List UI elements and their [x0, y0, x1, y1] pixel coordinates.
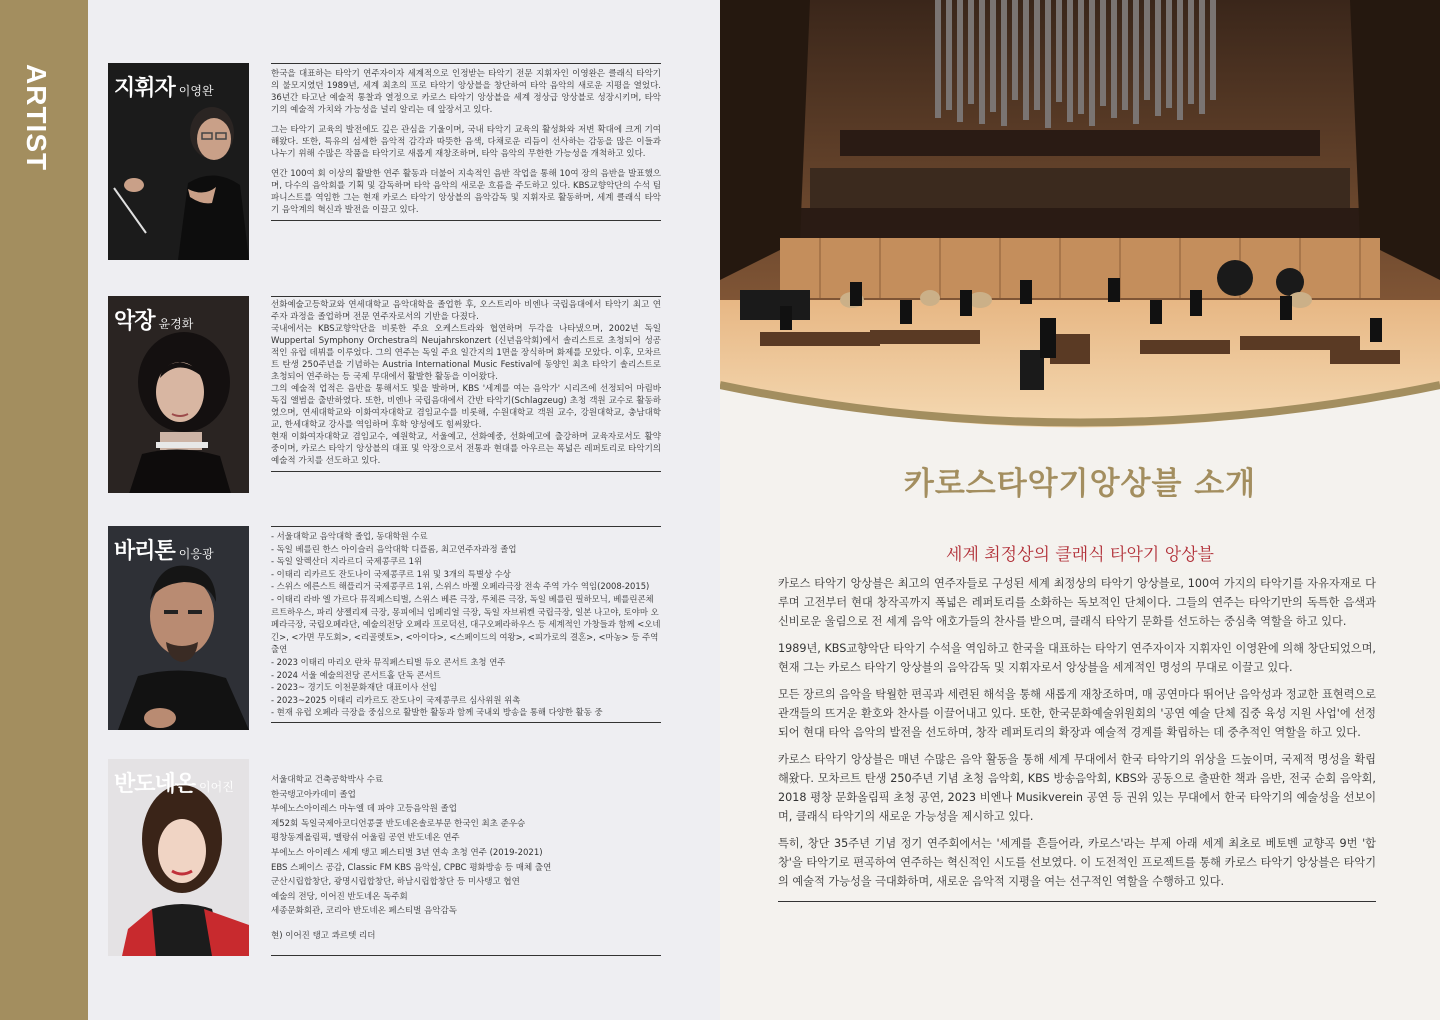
bio-paragraph: 현재 이화여자대학교 겸임교수, 예원학교, 서울예고, 선화예중, 선화예고에 출강하며 교육자로서도 활약 중이며, 카로스 타악기 앙상블의 대표 및 악장으로서 전통과 현대를 아우르는 폭넓은 레퍼토리로 타악기의 예술적 가치를 선도하고 있다. [271, 432, 661, 466]
list-item: - 현재 유럽 오페라 극장을 중심으로 활발한 활동과 함께 국내외 방송을 통해 다양한 활동 중 [271, 707, 603, 718]
career-line: 예술의 전당, 이어진 반도네온 독주회 [271, 891, 408, 902]
artist-role: 바리톤 이응광 [114, 539, 214, 564]
list-item: - 이태리 리카르도 잔도나이 국제콩쿠르 1위 및 3개의 특별상 수상 [271, 568, 511, 579]
list-item: - 서울대학교 음악대학 졸업, 동대학원 수료 [271, 531, 428, 541]
artist-bio [271, 759, 661, 956]
career-footer: 현) 이어진 탱고 콰르텟 리더 [271, 930, 376, 941]
career-line: 한국탱고아카데미 졸업 [271, 789, 356, 800]
baritone-portrait [108, 526, 249, 730]
ensemble-title: 카로스타악기앙상블 소개 [903, 466, 1257, 502]
artist-name: 이어진 [199, 780, 234, 794]
list-item: - 스위스 에른스트 해플리거 국제콩쿠르 1위, 스위스 바젤 오페라극장 전속 주역 가수 역임(2008-2015) [271, 581, 650, 592]
intro-paragraph: 1989년, KBS교향악단 타악기 수석을 역임하고 한국을 대표하는 타악기 연주자이자 지휘자인 이영완에 의해 창단되었으며, 현재 그는 카로스 타악기 앙상블의 음악감독 및 지휘자로서 앙상블을 세계적인 명성의 무대로 이끌고 있다. [778, 642, 1376, 674]
concert-hall-graphic [720, 0, 1440, 440]
ensemble-intro [778, 574, 1376, 902]
ensemble-subtitle: 세계 최정상의 클래식 타악기 앙상블 [946, 545, 1214, 565]
intro-paragraph: 카로스 타악기 앙상블은 최고의 연주자들로 구성된 세계 최정상의 타악기 앙상블로, 100여 가지의 타악기를 자유자재로 다루며 고전부터 현대 창작곡까지 폭넓은 레퍼토리를 소화하는 독보적인 단체이다. 그들의 연주는 타악기만의 독특한 음색과 신비로운 울림으로 전 세계 음악 애호가들의 찬사를 받으며, 클래식 타악기 문화를 선도하는 중심축 역할을 하고 있다. [778, 577, 1376, 628]
intro-paragraph: 모든 장르의 음악을 탁월한 편곡과 세련된 해석을 통해 새롭게 재창조하며, 매 공연마다 뛰어난 음악성과 정교한 표현력으로 관객들의 뜨거운 환호와 찬사를 이끌어내고 있다. 또한, 한국문화예술위원회의 '공연 예술 단체 집중 육성 지원 사업'에 선정되어 현대 타악 음악의 발전을 선도하며, 창작 레퍼토리의 확장과 예술적 경계를 확립하는 데 중추적인 역할을 하고 있다. [778, 688, 1376, 739]
list-item: - 이태리 라바 엘 가르다 뮤직페스티벌, 스위스 베른 극장, 루체른 극장, 독일 베를린 필하모닉, 베를린콘체르트하우스, 파리 샹젤리제 극장, 몽피에늬 임페리얼 극장, 독일 자브뤼켄 국립극장, 일본 나고야, 토야마 오페라극장, 국립오페라단, 예술의전당 오페라 프로덕션, 대구오페라하우스 등 세계적인 가창들과 함께 <오네긴>, <가면 무도회>, <리골렛토>, <아이다>, <스페이드의 여왕>, <피가로의 결혼>, <마농> 등 주역 출연 [271, 593, 661, 655]
list-item: - 독일 알렉산더 지라르디 국제콩쿠르 1위 [271, 556, 423, 567]
career-line: 부에노스아이레스 마누엘 데 파야 고등음악원 졸업 [271, 804, 457, 815]
conductor-portrait [108, 63, 249, 260]
bio-paragraph: 선화예술고등학교와 연세대학교 음악대학을 졸업한 후, 오스트리아 비엔나 국립음대에서 타악기 최고 연주자 과정을 졸업하며 전문 연주자로서의 기반을 다졌다. [271, 300, 661, 322]
artist-name: 윤경화 [158, 317, 194, 331]
concertmaster-portrait [108, 296, 249, 493]
career-line: EBS 스페이스 공감, Classic FM KBS 음악실, CPBC 평화방송 등 매체 출연 [271, 862, 552, 873]
right-page [720, 0, 1440, 1020]
artist-name: 이응광 [178, 547, 214, 561]
concert-hall-photo [720, 0, 1440, 440]
list-item: - 독일 베를린 한스 아이슬러 음악대학 디플롬, 최고연주자과정 졸업 [271, 543, 517, 554]
list-item: - 2023~ 경기도 이천문화재단 대표이사 선임 [271, 682, 438, 693]
section-label: ARTIST [21, 64, 52, 172]
left-page [88, 0, 720, 1020]
list-item: - 2023~2025 이태리 리카르도 잔도나이 국제콩쿠르 심사위원 위촉 [271, 694, 521, 705]
career-line: 제52회 독일국제아코디언콩쿨 반도네온솔로부문 한국인 최초 준우승 [271, 818, 526, 829]
artist-name: 이영완 [178, 84, 214, 98]
artist-bio [271, 296, 661, 472]
intro-paragraph: 카로스 타악기 앙상블은 매년 수많은 음악 활동을 통해 세계 무대에서 한국 타악기의 위상을 드높이며, 국제적 명성을 확립해왔다. 모차르트 탄생 250주년 기념 초청 음악회, KBS 방송음악회, KBS와 공동으로 출판한 책과 음반, 전국 순회 음악회, 2018 평창 문화올림픽 초청 공연, 2023 비엔나 Musikverein 공연 등 권위 있는 무대에서 한국 타악기의 예술성을 선보이며, 클래식 타악기의 새로운 가능성을 제시하고 있다. [778, 753, 1376, 823]
bio-paragraph: 연간 100여 회 이상의 활발한 연주 활동과 더불어 지속적인 음반 작업을 통해 10여 장의 음반을 발표했으며, 다수의 음악회를 기획 및 감독하며 타악 음악의 새로운 흐름을 주도하고 있다. KBS교향악단의 수석 팀파니스트를 역임한 그는 현재 카로스 타악기 앙상블의 음악감독 및 지휘자로 활동하며, 세계 클래식 타악기 음악계의 혁신과 발전을 이끌고 있다. [271, 169, 661, 215]
list-item: - 2024 서울 예술의전당 콘서트홀 단독 콘서트 [271, 669, 441, 680]
bio-paragraph: 한국을 대표하는 타악기 연주자이자 세계적으로 인정받는 타악기 전문 지휘자인 이영완은 클래식 타악기의 불모지였던 1989년, 세계 최초의 프로 타악기 앙상블을 창단하여 타악 음악의 새로운 지평을 열었다. 36년간 타고난 예술적 통찰과 열정으로 카로스 타악기 앙상블을 세계 정상급 앙상블로 성장시키며, 타악기의 예술적 가치와 가능성을 널리 알리는 데 앞장서고 있다. [271, 69, 661, 115]
side-strip [0, 0, 88, 1020]
bio-paragraph: 그의 예술적 업적은 음반을 통해서도 빛을 발하며, KBS '세계를 여는 음악가' 시리즈에 선정되어 마림바 독집 앨범을 출반하였다. 또한, 비엔나 국립음대에서 간반 타악기(Schlagzeug) 초청 객원 교수로 활동하였으며, 연세대학교와 이화여자대학교 겸임교수를 비롯해, 수원대학교 객원 교수, 강원대학교, 충남대학교, 한세대학교 강사를 역임하며 후학 양성에도 힘써왔다. [271, 384, 661, 430]
artist-role: 악장 윤경화 [114, 309, 194, 334]
career-line: 부에노스 아이레스 세계 탱고 페스티벌 3년 연속 초청 연주 (2019-2021) [271, 847, 543, 858]
career-line: 군산시립합창단, 광명시립합창단, 하남시립합창단 등 미사탱고 협연 [271, 877, 520, 888]
career-line: 평창동계올림픽, 멜랑쉬 어울림 공연 반도네온 연주 [271, 833, 460, 844]
artist-bio [271, 63, 661, 221]
bio-paragraph: 그는 타악기 교육의 발전에도 깊은 관심을 기울이며, 국내 타악기 교육의 활성화와 저변 확대에 크게 기여해왔다. 또한, 특유의 섬세한 음악적 감각과 따뜻한 음색, 다채로운 리듬이 선사하는 감동을 많은 이들과 나누기 위해 수많은 작품을 타악기로 새롭게 재창조하며, 타악 음악의 무한한 가능성을 개척하고 있다. [271, 125, 661, 159]
list-item: - 2023 이태리 마리오 란차 뮤직페스티벌 듀오 콘서트 초청 연주 [271, 656, 506, 667]
intro-paragraph: 특히, 창단 35주년 기념 정기 연주회에서는 '세계를 흔들어라, 카로스'라는 부제 아래 세계 최초로 베토벤 교향곡 9번 '합창'을 타악기로 편곡하여 연주하는 혁신적인 시도를 선보였다. 이 도전적인 프로젝트를 통해 카로스 타악기 앙상블은 타악기의 예술적 가능성을 극대화하며, 새로운 음악적 지평을 여는 선구적인 역할을 수행하고 있다. [778, 837, 1376, 888]
artist-bio [271, 526, 661, 723]
career-line: 세종문화회관, 코리아 반도네온 페스티벌 음악감독 [271, 906, 457, 917]
artist-role: 지휘자 이영완 [114, 76, 214, 101]
career-line: 서울대학교 건축공학박사 수료 [271, 775, 384, 785]
career-list [271, 530, 661, 719]
artist-role: 반도네온 이어진 [114, 772, 234, 797]
bio-paragraph: 국내에서는 KBS교향악단을 비롯한 주요 오케스트라와 협연하며 두각을 나타냈으며, 2002년 독일 Wuppertal Symphony Orchestra의 Neujahrskonzert (신년음악회)에서 솔리스트로 초청되어 성공적인 유럽 데뷔를 이루었다. 그의 연주는 독일 주요 일간지의 1면을 장식하며 화제를 모았다. 이후, 모차르트 탄생 250주년을 기념하는 Austria International Music Festival에 동양인 최초 타악기 솔리스트로 초청되어 연주하는 등 국제 무대에서 활발한 활동을 이어왔다. [271, 324, 661, 382]
bandoneon-portrait [108, 759, 249, 956]
